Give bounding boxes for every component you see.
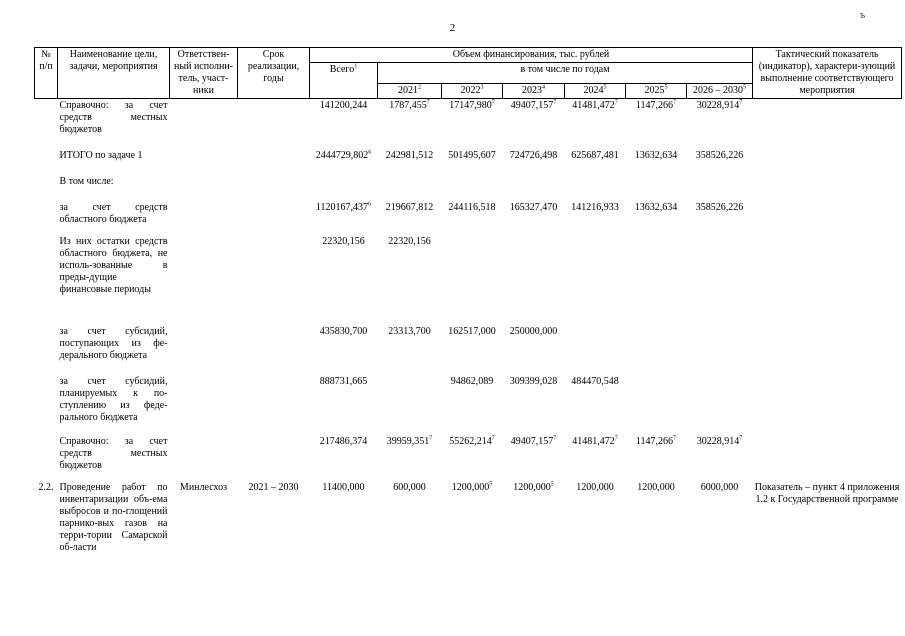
row-indicator <box>753 235 902 325</box>
row-total <box>310 481 378 581</box>
row-year-amount: 309399,028 <box>509 375 558 387</box>
row-num <box>35 175 58 201</box>
header-year-sup: 3 <box>480 84 484 91</box>
row-year-value <box>442 435 503 481</box>
row-year-value <box>687 481 753 581</box>
row-total <box>310 375 378 435</box>
table-row <box>35 435 902 481</box>
row-year-value <box>565 235 626 325</box>
row-num <box>35 325 58 375</box>
row-year-value <box>565 175 626 201</box>
row-year-value <box>503 235 565 325</box>
row-year-value <box>565 149 626 175</box>
row-total <box>310 235 378 325</box>
header-year-label: 2024 <box>583 85 604 96</box>
row-num <box>35 149 58 175</box>
row-year-amount: 165327,470 <box>509 201 558 213</box>
header-year-label: 2021 <box>398 85 418 96</box>
row-term <box>238 175 310 201</box>
row-year-value <box>442 375 503 435</box>
row-year-value <box>503 99 565 149</box>
row-year-value <box>442 235 503 325</box>
row-year-sup: 7 <box>553 435 557 442</box>
row-year-value <box>378 201 442 235</box>
row-year-value <box>378 375 442 435</box>
row-year-value <box>687 201 753 235</box>
row-term <box>238 325 310 375</box>
header-year-label: 2023 <box>522 85 542 96</box>
row-year-amount: 6000,000 <box>700 481 739 493</box>
row-num: 2.2. <box>38 481 54 493</box>
row-year-amount: 55262,214 <box>449 435 492 447</box>
row-year-amount: 1200,000 <box>576 481 614 493</box>
row-year-value <box>565 435 626 481</box>
table-row <box>35 99 902 149</box>
header-year <box>442 84 503 99</box>
row-year-amount: 13632,634 <box>634 201 678 213</box>
header-year-label: 2026 – 2030 <box>693 85 744 96</box>
row-indicator: Показатель – пункт 4 приложения 1.2 к Государственной программе <box>754 481 900 505</box>
row-year-amount: 13632,634 <box>634 149 678 161</box>
row-year-amount: 501495,607 <box>448 149 496 161</box>
row-num <box>35 235 58 325</box>
row-year-sup: 7 <box>426 99 430 106</box>
row-year-amount: 1147,266 <box>635 100 674 111</box>
header-year-sup: 5 <box>743 84 747 91</box>
row-year-sup: 7 <box>673 99 677 106</box>
row-year-amount: 1200,000 <box>637 481 675 493</box>
row-year-amount: 244116,518 <box>448 201 496 213</box>
header-total-sup: 1 <box>354 63 358 70</box>
row-indicator <box>753 325 902 375</box>
row-year-value <box>626 201 687 235</box>
header-by-years: в том числе по годам <box>378 63 753 84</box>
row-year-amount: 162517,000 <box>448 325 496 337</box>
row-year-value <box>503 481 565 581</box>
row-name: ИТОГО по задаче 1 <box>59 149 143 161</box>
row-term <box>238 149 310 175</box>
row-year-value <box>626 99 687 149</box>
row-year-amount: 17147,980 <box>449 100 492 111</box>
row-year-sup: 7 <box>553 99 557 106</box>
row-total-value: 22320,156 <box>322 235 365 247</box>
row-term <box>238 235 310 325</box>
row-num <box>35 435 58 481</box>
row-year-amount: 724726,498 <box>509 149 558 161</box>
row-year-sup: 7 <box>739 99 743 106</box>
row-total <box>310 435 378 481</box>
row-year-amount: 49407,157 <box>510 435 554 447</box>
row-year-value <box>442 149 503 175</box>
row-year-value <box>503 149 565 175</box>
row-year-value <box>687 435 753 481</box>
row-year-value <box>687 149 753 175</box>
row-year-value <box>442 99 503 149</box>
header-year <box>503 84 565 99</box>
row-exec <box>170 235 238 325</box>
row-year-sup: 5 <box>489 481 493 488</box>
row-term <box>238 99 310 149</box>
row-year-amount: 41481,472 <box>572 100 615 111</box>
header-year <box>687 84 753 99</box>
row-year-sup: 7 <box>673 435 677 442</box>
header-name: Наименование цели, задачи, мероприятия <box>58 48 170 99</box>
row-year-amount: 358526,226 <box>695 201 744 213</box>
row-name: Проведение работ по инвентаризации объ-ема выбросов и по-глощений парнико-вых газов на терри-тории Самарской об-ласти <box>59 481 168 553</box>
row-indicator <box>753 99 902 149</box>
row-year-value <box>378 149 442 175</box>
header-year-sup: 4 <box>542 84 545 91</box>
table-row <box>35 375 902 435</box>
corner-mark: ъ <box>860 10 866 21</box>
row-year-value <box>687 235 753 325</box>
row-year-value <box>565 201 626 235</box>
row-year-sup: 7 <box>739 435 743 442</box>
row-year-value <box>626 175 687 201</box>
row-term: 2021 – 2030 <box>248 481 299 493</box>
row-total <box>310 99 378 149</box>
row-num <box>35 99 58 149</box>
row-indicator <box>753 149 902 175</box>
table-header <box>35 48 902 99</box>
row-year-value <box>626 325 687 375</box>
row-num <box>35 375 58 435</box>
row-year-sup: 5 <box>550 481 554 488</box>
row-total-sup: 6 <box>368 149 372 156</box>
row-year-value <box>378 435 442 481</box>
row-num <box>35 201 58 235</box>
row-year-value <box>503 175 565 201</box>
row-term <box>238 435 310 481</box>
row-year-sup: 7 <box>491 435 495 442</box>
row-total-value: 11400,000 <box>322 481 365 493</box>
row-year-value <box>378 99 442 149</box>
row-year-value <box>626 375 687 435</box>
row-year-value <box>378 235 442 325</box>
row-year-amount: 484470,548 <box>571 375 619 387</box>
row-term <box>238 375 310 435</box>
row-year-value <box>503 435 565 481</box>
row-total-value: 1120167,437 <box>315 201 369 213</box>
table-row <box>35 175 902 201</box>
row-year-amount: 22320,156 <box>388 235 431 247</box>
row-year-value <box>442 325 503 375</box>
header-year-label: 2025 <box>644 85 665 96</box>
row-year-value <box>626 435 687 481</box>
header-year <box>378 84 442 99</box>
row-total <box>310 201 378 235</box>
row-year-amount: 625687,481 <box>571 149 619 161</box>
header-indicator: Тактический показатель (индикатор), характери-зующий выполнение соответствующего мероприятия <box>753 48 902 99</box>
row-year-value <box>503 375 565 435</box>
row-year-amount: 358526,226 <box>695 149 744 161</box>
row-name: за счет субсидий, планируемых к по-ступлению из феде-рального бюджета <box>59 375 168 423</box>
row-total-value: 2444729,802 <box>315 149 369 161</box>
header-exec: Ответствен-ный исполни-тель, участ-ники <box>170 48 238 99</box>
row-year-value <box>626 481 687 581</box>
row-year-value <box>503 325 565 375</box>
row-year-value <box>687 175 753 201</box>
row-year-amount: 39959,351 <box>386 435 430 447</box>
row-year-value <box>687 375 753 435</box>
row-total <box>310 175 378 201</box>
row-indicator <box>753 375 902 435</box>
row-year-sup: 7 <box>429 435 433 442</box>
row-name: Справочно: за счет средств местных бюджетов <box>59 100 168 135</box>
row-year-value <box>565 481 626 581</box>
row-year-amount: 94862,089 <box>450 375 494 387</box>
funding-table <box>34 47 902 581</box>
table-row <box>35 235 902 325</box>
header-year-sup: 5 <box>664 84 668 91</box>
row-year-value <box>442 201 503 235</box>
row-year-value <box>378 325 442 375</box>
row-year-value <box>378 175 442 201</box>
row-term <box>238 201 310 235</box>
row-year-value <box>687 99 753 149</box>
row-total-value: 435830,700 <box>319 325 368 337</box>
header-total <box>310 63 378 99</box>
row-year-amount: 1147,266 <box>635 435 674 447</box>
row-total-sup: 6 <box>368 201 372 208</box>
row-exec <box>170 175 238 201</box>
row-total <box>310 325 378 375</box>
row-year-value <box>565 99 626 149</box>
row-year-amount: 41481,472 <box>572 435 615 447</box>
row-year-amount: 242981,512 <box>385 149 434 161</box>
row-exec: Минлесхоз <box>179 481 228 493</box>
row-year-value <box>626 149 687 175</box>
header-year-label: 2022 <box>460 85 481 96</box>
row-year-value <box>687 325 753 375</box>
row-name: В том числе: <box>59 175 114 187</box>
row-year-value <box>503 201 565 235</box>
row-year-amount: 1787,455 <box>389 100 427 111</box>
row-total-value: 141200,244 <box>319 100 368 111</box>
row-year-value <box>626 235 687 325</box>
row-year-amount: 1200,000 <box>451 481 490 493</box>
row-year-amount: 1200,000 <box>513 481 551 493</box>
header-funding: Объем финансирования, тыс. рублей <box>310 48 753 63</box>
row-year-value <box>442 175 503 201</box>
row-exec <box>170 201 238 235</box>
header-year-sup: 5 <box>603 84 607 91</box>
row-year-amount: 600,000 <box>393 481 426 493</box>
row-indicator <box>753 201 902 235</box>
header-total-label: Всего <box>329 64 355 75</box>
row-total-value: 888731,665 <box>319 375 368 387</box>
row-year-sup: 7 <box>614 99 618 106</box>
row-year-value <box>442 481 503 581</box>
row-exec <box>170 375 238 435</box>
row-name: Справочно: за счет средств местных бюджетов <box>59 435 168 471</box>
row-year-amount: 49407,157 <box>510 100 554 111</box>
row-name: за счет субсидий, поступающих из фе-дерального бюджета <box>59 325 168 361</box>
row-exec <box>170 435 238 481</box>
row-year-sup: 7 <box>614 435 618 442</box>
row-year-amount: 30228,914 <box>696 100 740 111</box>
row-exec <box>170 99 238 149</box>
row-year-amount: 141216,933 <box>571 201 619 213</box>
row-year-value <box>565 325 626 375</box>
header-num: № п/п <box>35 48 58 99</box>
header-term: Срок реализации, годы <box>238 48 310 99</box>
table-row <box>35 149 902 175</box>
header-year-sup: 2 <box>418 84 421 91</box>
row-year-sup: 7 <box>491 99 495 106</box>
row-year-amount: 30228,914 <box>696 435 740 447</box>
header-year <box>565 84 626 99</box>
row-indicator <box>753 435 902 481</box>
table-row <box>35 481 902 581</box>
row-indicator <box>753 175 902 201</box>
table-row <box>35 325 902 375</box>
page-number: 2 <box>449 22 456 34</box>
row-total-value: 217486,374 <box>319 435 368 447</box>
row-name: за счет средств областного бюджета <box>59 201 168 225</box>
table-row <box>35 201 902 235</box>
header-year <box>626 84 687 99</box>
row-year-amount: 219667,812 <box>385 201 434 213</box>
row-exec <box>170 325 238 375</box>
table-body <box>35 99 902 581</box>
row-year-amount: 250000,000 <box>509 325 558 337</box>
row-exec <box>170 149 238 175</box>
row-year-value <box>565 375 626 435</box>
row-year-amount: 23313,700 <box>388 325 431 337</box>
row-total <box>310 149 378 175</box>
row-year-value <box>378 481 442 581</box>
row-name: Из них остатки средств областного бюджета, не исполь-зованные в преды-дущие финансовые периоды <box>59 235 168 295</box>
